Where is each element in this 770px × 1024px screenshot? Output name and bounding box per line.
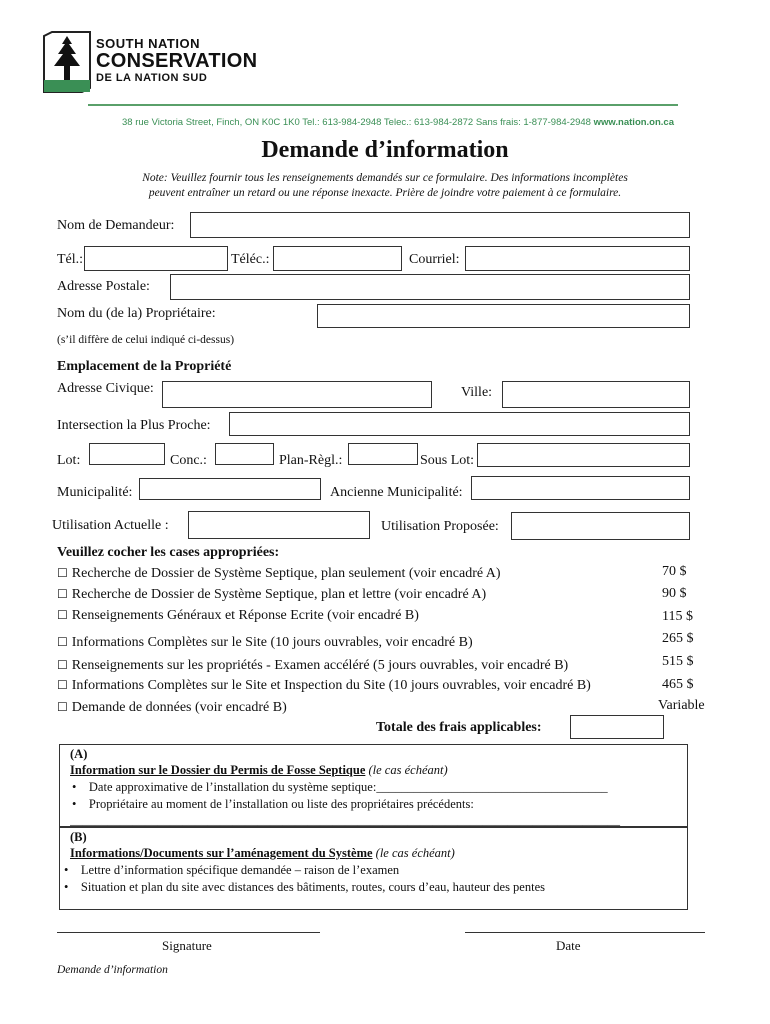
postal-address-field[interactable] (170, 274, 690, 300)
box-a (59, 744, 688, 828)
postal-address-label: Adresse Postale: (57, 279, 150, 294)
owner-name-field[interactable] (317, 304, 690, 328)
option-price: 115 $ (662, 609, 693, 624)
options-heading: Veuillez cocher les cases appropriées: (57, 545, 280, 560)
checkbox-icon[interactable]: ☐ (57, 608, 68, 622)
option-row[interactable] (57, 608, 419, 624)
total-label: Totale des frais applicables: (376, 720, 542, 735)
intersection-label: Intersection la Plus Proche: (57, 418, 211, 433)
applicant-name-field[interactable] (190, 212, 690, 238)
current-use-label: Utilisation Actuelle : (52, 518, 169, 533)
municipality-label: Municipalité: (57, 485, 133, 500)
applicant-name-label: Nom de Demandeur: (57, 218, 175, 233)
option-price: 515 $ (662, 654, 694, 669)
signature-label: Signature (162, 938, 212, 953)
total-field[interactable] (570, 715, 664, 739)
sublot-label: Sous Lot: (420, 453, 475, 468)
contact-address (122, 117, 674, 128)
checkbox-icon[interactable]: ☐ (57, 587, 68, 601)
option-row[interactable] (57, 678, 591, 694)
property-heading: Emplacement de la Propriété (57, 359, 232, 374)
date-line[interactable] (465, 932, 705, 933)
box-b-bullet: • Situation et plan du site avec distances des bâtiments, routes, cours d’eau, hauteur des pentes (64, 880, 545, 894)
owner-hint: (s’il diffère de celui indiqué ci-dessus) (57, 334, 235, 346)
option-price: 465 $ (662, 677, 694, 692)
concession-label: Conc.: (170, 453, 207, 468)
box-b-title-suffix: (le cas échéant) (375, 846, 455, 860)
owner-name-label: Nom du (de la) Propriétaire: (57, 306, 216, 321)
option-price: 265 $ (662, 631, 694, 646)
old-municipality-label: Ancienne Municipalité: (330, 485, 463, 500)
option-label: Informations Complètes sur le Site et Inspection du Site (10 jours ouvrables, voir encadré B) (71, 678, 591, 693)
form-title: Demande d’information (261, 137, 509, 163)
box-a-bullet: • Propriétaire au moment de l’installation ou liste des propriétaires précédents: (72, 797, 474, 811)
option-price: 70 $ (662, 564, 687, 579)
city-field[interactable] (502, 381, 690, 408)
form-note (80, 171, 690, 201)
box-a-title (70, 763, 448, 778)
box-a-blank-line: ________________________________________________________________________________________ (70, 813, 620, 827)
brand-name-line2: CONSERVATION (96, 50, 258, 72)
tree-logo-icon (42, 30, 92, 94)
plan-label: Plan-Règl.: (279, 453, 343, 468)
option-row[interactable] (57, 658, 568, 674)
email-label: Courriel: (409, 252, 460, 267)
checkbox-icon[interactable]: ☐ (57, 658, 68, 672)
box-b-title (70, 846, 455, 861)
tel-label: Tél.: (57, 252, 84, 267)
municipality-field[interactable] (139, 478, 321, 500)
address-text: 38 rue Victoria Street, Finch, ON K0C 1K0 Tel.: 613-984-2948 Telec.: 613-984-2872 Sans frais: 1-877-984-2948 (122, 117, 591, 128)
website-link[interactable]: www.nation.on.ca (593, 117, 674, 128)
box-b-tag: (B) (70, 830, 87, 844)
note-line-2: peuvent entraîner un retard ou une réponse inexacte. Prière de joindre votre paiement à ce formulaire. (148, 187, 622, 199)
signature-line[interactable] (57, 932, 320, 933)
civic-address-label: Adresse Civique: (57, 381, 154, 396)
fax-label: Téléc.: (231, 252, 270, 267)
intersection-field[interactable] (229, 412, 690, 436)
note-line-1: Note: Veuillez fournir tous les renseignements demandés sur ce formulaire. Des informations incomplètes (142, 172, 628, 184)
box-a-bullet-text: Date approximative de l’installation du système septique:_____________________________________ (88, 780, 608, 794)
checkbox-icon[interactable]: ☐ (57, 635, 68, 649)
box-b-bullet: • Lettre d’information spécifique demandée – raison de l’examen (64, 863, 400, 877)
plan-field[interactable] (348, 443, 418, 465)
email-field[interactable] (465, 246, 690, 271)
option-label: Demande de données (voir encadré B) (71, 700, 287, 715)
concession-field[interactable] (215, 443, 274, 465)
box-a-bullet: • Date approximative de l’installation du système septique:_____________________________________ (72, 780, 608, 794)
box-b-title-text: Informations/Documents sur l’aménagement du Système (70, 846, 373, 860)
option-row[interactable] (57, 700, 287, 716)
box-b (59, 826, 688, 910)
checkbox-icon[interactable]: ☐ (57, 678, 68, 692)
box-b-bullet-text: Lettre d’information spécifique demandée – raison de l’examen (80, 863, 400, 877)
option-row[interactable] (57, 566, 501, 582)
old-municipality-field[interactable] (471, 476, 690, 500)
box-a-bullet-text: Propriétaire au moment de l’installation ou liste des propriétaires précédents: (88, 797, 474, 811)
proposed-use-field[interactable] (511, 512, 690, 540)
date-label: Date (556, 938, 581, 953)
option-label: Informations Complètes sur le Site (10 jours ouvrables, voir encadré B) (71, 635, 473, 650)
lot-field[interactable] (89, 443, 165, 465)
checkbox-icon[interactable]: ☐ (57, 700, 68, 714)
civic-address-field[interactable] (162, 381, 432, 408)
box-a-title-suffix: (le cas échéant) (368, 763, 448, 777)
option-label: Recherche de Dossier de Système Septique, plan et lettre (voir encadré A) (71, 587, 487, 602)
fax-field[interactable] (273, 246, 402, 271)
city-label: Ville: (461, 385, 493, 400)
proposed-use-label: Utilisation Proposée: (381, 519, 499, 534)
option-row[interactable] (57, 587, 486, 603)
option-label: Recherche de Dossier de Système Septique, plan seulement (voir encadré A) (71, 566, 501, 581)
footer-text: Demande d’information (57, 964, 168, 976)
option-price: Variable (658, 698, 705, 713)
option-label: Renseignements sur les propriétés - Examen accéléré (5 jours ouvrables, voir encadré B) (71, 658, 569, 673)
option-row[interactable] (57, 635, 473, 651)
box-b-bullet-text: Situation et plan du site avec distances des bâtiments, routes, cours d’eau, hauteur des pentes (80, 880, 545, 894)
logo (42, 30, 92, 94)
sublot-field[interactable] (477, 443, 690, 467)
option-label: Renseignements Généraux et Réponse Ecrite (voir encadré B) (71, 608, 419, 623)
brand-name-line1: SOUTH NATION (96, 36, 200, 51)
lot-label: Lot: (57, 453, 81, 468)
tel-field[interactable] (84, 246, 228, 271)
header-divider (88, 104, 678, 106)
option-price: 90 $ (662, 586, 687, 601)
box-a-tag: (A) (70, 747, 88, 761)
current-use-field[interactable] (188, 511, 370, 539)
box-a-title-text: Information sur le Dossier du Permis de Fosse Septique (70, 763, 366, 777)
checkbox-icon[interactable]: ☐ (57, 566, 68, 580)
brand-name-line3: DE LA NATION SUD (96, 72, 208, 84)
